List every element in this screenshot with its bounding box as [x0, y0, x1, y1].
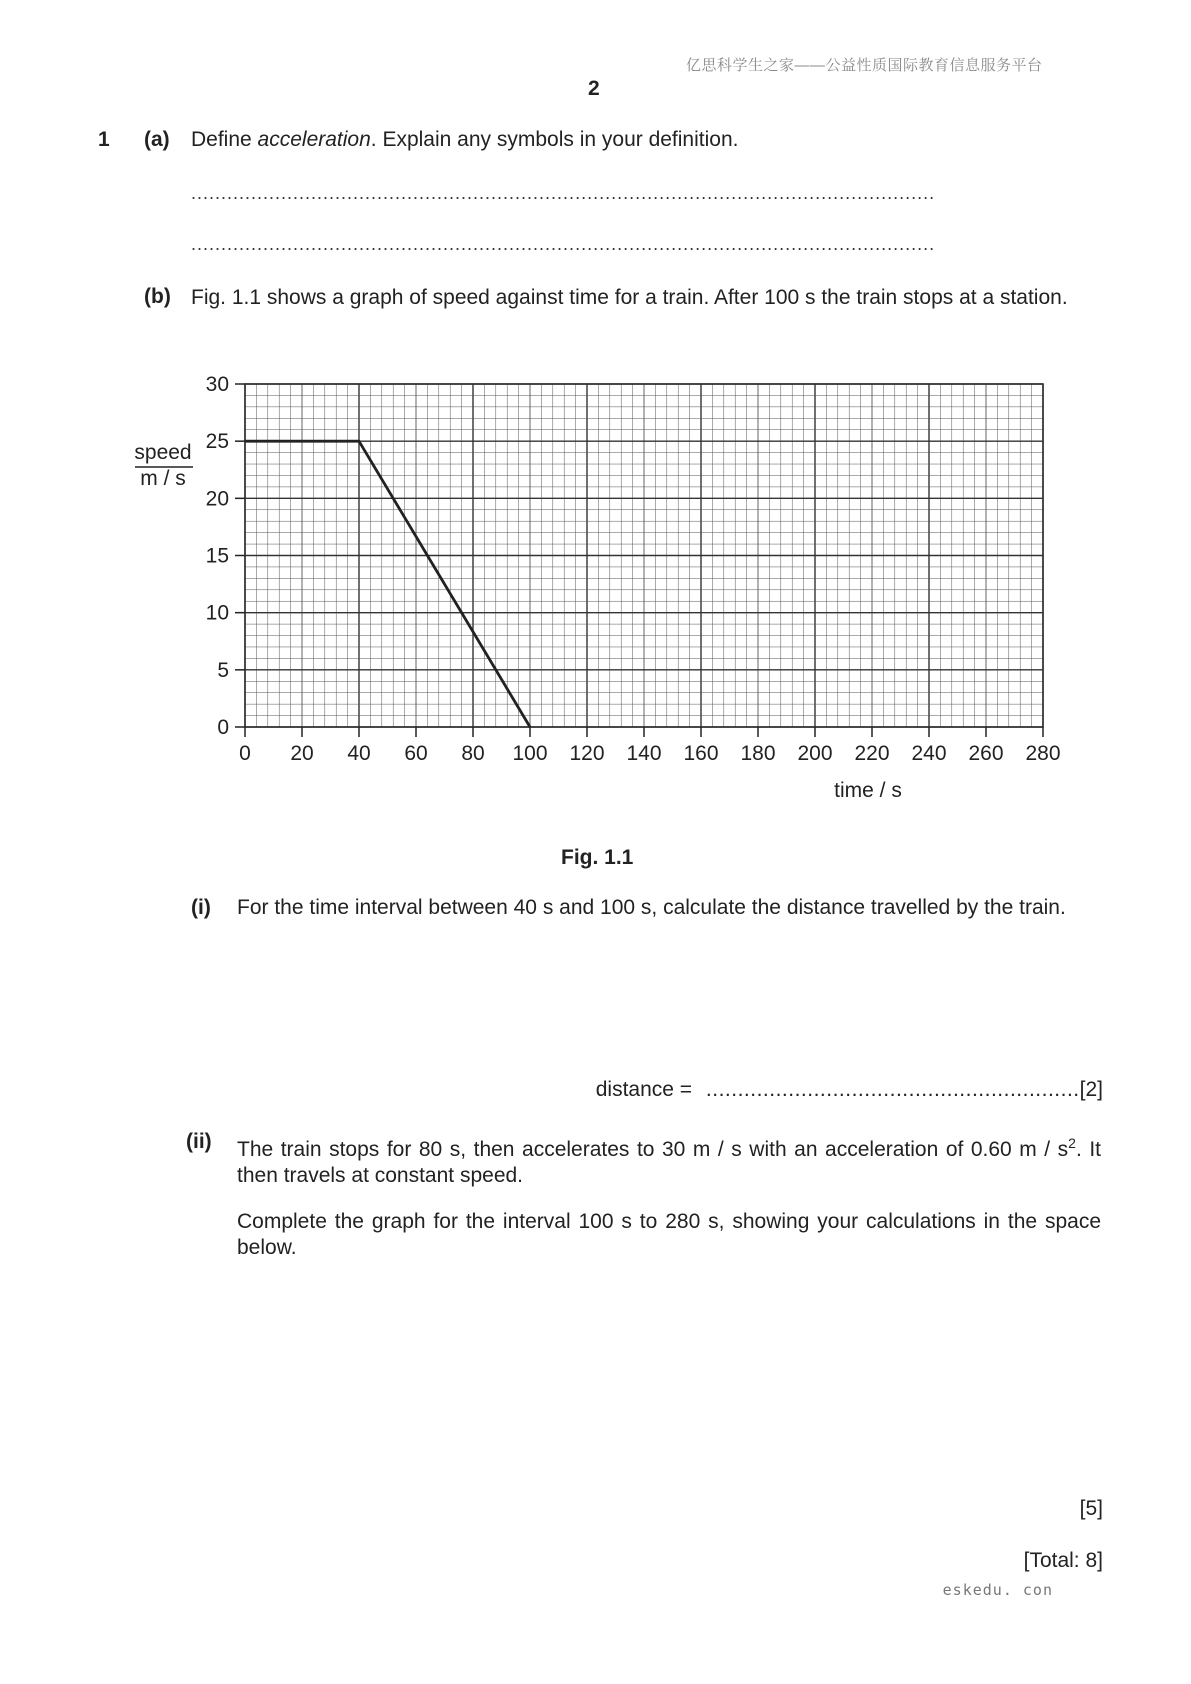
x-tick-label: 260	[968, 742, 1004, 765]
sub-i-label: (i)	[191, 896, 211, 919]
y-axis-label-bottom: m / s	[140, 467, 186, 490]
x-tick-label: 240	[911, 742, 947, 765]
part-a-text-before: Define	[191, 128, 258, 151]
x-tick-label: 20	[290, 742, 314, 765]
answer-line-a2[interactable]: ............................................................................................................................	[191, 234, 936, 254]
x-tick-label: 180	[740, 742, 776, 765]
y-tick-label: 25	[205, 430, 229, 454]
y-tick-label: 30	[205, 373, 229, 396]
x-tick-label: 280	[1025, 742, 1061, 765]
distance-answer-label: distance =	[595, 1078, 693, 1101]
chart-labels	[206, 373, 1061, 765]
x-tick-label: 80	[461, 742, 485, 765]
y-tick-label: 10	[205, 601, 229, 625]
part-a-text-after: . Explain any symbols in your definition.	[370, 128, 739, 151]
sub-ii-superscript: 2	[1068, 1135, 1076, 1151]
x-tick-label: 140	[626, 742, 662, 765]
y-tick-label: 5	[217, 658, 229, 682]
distance-answer-line[interactable]: ...........................................................	[705, 1078, 1080, 1101]
chart-series	[245, 441, 530, 727]
x-tick-label: 160	[683, 742, 719, 765]
speed-time-chart	[0, 0, 1191, 830]
distance-marks: [2]	[1079, 1078, 1103, 1101]
part-a-label: (a)	[144, 128, 170, 151]
question-number: 1	[98, 128, 110, 151]
x-tick-label: 60	[404, 742, 428, 765]
sub-ii-marks: [5]	[1079, 1497, 1103, 1520]
sub-ii-text-after: . It then travels at constant speed.	[237, 1138, 1102, 1187]
x-tick-label: 100	[512, 742, 548, 765]
x-tick-label: 220	[854, 742, 890, 765]
part-b-label: (b)	[144, 285, 171, 308]
x-tick-label: 120	[569, 742, 605, 765]
sub-ii-text	[237, 1130, 1101, 1189]
chart-axes	[235, 384, 1043, 737]
answer-line-a1[interactable]: ............................................................................................................................	[191, 183, 936, 203]
series-line-train	[245, 441, 530, 727]
sub-i-text: For the time interval between 40 s and 100 s, calculate the distance travelled by the train.	[237, 896, 1066, 919]
chart-grid	[245, 384, 1043, 727]
y-tick-label: 0	[217, 716, 229, 739]
x-tick-label: 200	[797, 742, 833, 765]
x-axis-label: time / s	[834, 779, 902, 802]
y-axis-label-top: speed	[134, 441, 192, 464]
header-watermark: 亿思科学生之家——公益性质国际教育信息服务平台	[686, 57, 1043, 74]
page-number: 2	[588, 77, 600, 100]
sub-ii-label: (ii)	[186, 1130, 212, 1153]
y-tick-label: 20	[205, 487, 229, 511]
distance-answer-row	[596, 1078, 1103, 1102]
figure-caption: Fig. 1.1	[561, 846, 634, 869]
footer-watermark: eskedu. con	[942, 1581, 1053, 1599]
x-tick-label: 0	[239, 742, 251, 765]
sub-ii-instruction: Complete the graph for the interval 100 s to 280 s, showing your calculations in the space below.	[237, 1210, 1101, 1259]
sub-ii-text-before: The train stops for 80 s, then accelerates to 30 m / s with an acceleration of 0.60 m / s	[237, 1138, 1069, 1161]
x-tick-label: 40	[347, 742, 371, 765]
total-marks: [Total: 8]	[1023, 1549, 1103, 1572]
part-b-text: Fig. 1.1 shows a graph of speed against time for a train. After 100 s the train stops at a station.	[191, 286, 1068, 309]
y-tick-label: 15	[205, 544, 229, 568]
part-a-term: acceleration	[257, 128, 371, 151]
